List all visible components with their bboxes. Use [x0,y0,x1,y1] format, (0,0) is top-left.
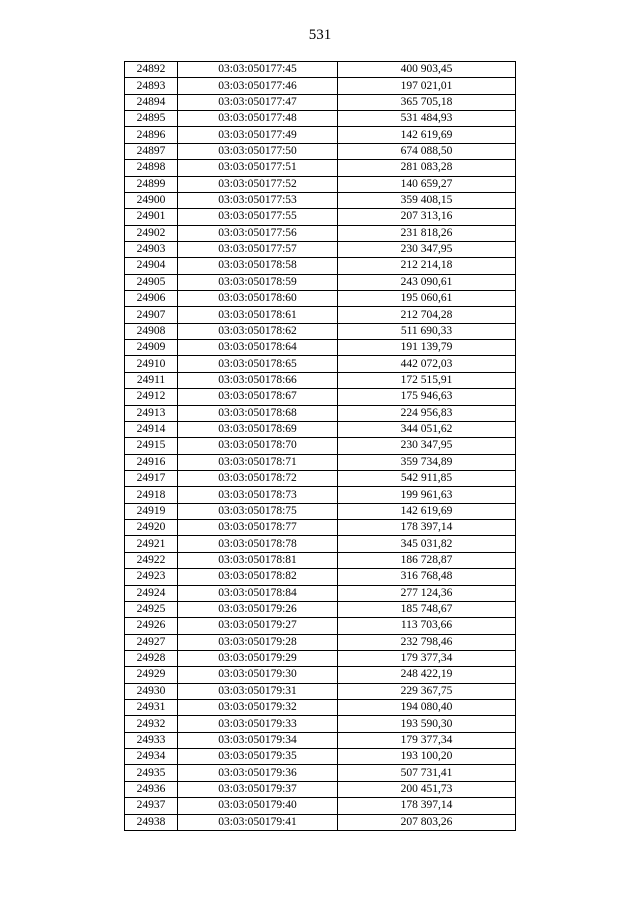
cadastral-value-cell: 229 367,75 [338,683,516,699]
cadastral-value-cell: 193 590,30 [338,716,516,732]
cadastral-value-cell: 194 080,40 [338,700,516,716]
table-row [125,716,516,732]
table-row [125,209,516,225]
row-number-cell: 24933 [125,732,178,748]
cadastral-number-cell: 03:03:050177:57 [178,241,338,257]
cadastral-number-cell: 03:03:050177:56 [178,225,338,241]
cadastral-value-cell: 195 060,61 [338,291,516,307]
row-number-cell: 24900 [125,192,178,208]
row-number-cell: 24896 [125,127,178,143]
row-number-cell: 24936 [125,781,178,797]
row-number-cell: 24923 [125,569,178,585]
table-body [125,62,516,831]
cadastral-number-cell: 03:03:050178:62 [178,323,338,339]
row-number-cell: 24930 [125,683,178,699]
cadastral-value-cell: 230 347,95 [338,241,516,257]
table-row [125,160,516,176]
row-number-cell: 24907 [125,307,178,323]
cadastral-value-cell: 186 728,87 [338,552,516,568]
table-row [125,683,516,699]
cadastral-number-cell: 03:03:050177:55 [178,209,338,225]
cadastral-number-cell: 03:03:050179:37 [178,781,338,797]
table-row [125,405,516,421]
row-number-cell: 24927 [125,634,178,650]
row-number-cell: 24928 [125,650,178,666]
cadastral-number-cell: 03:03:050177:47 [178,94,338,110]
table-row [125,176,516,192]
row-number-cell: 24921 [125,536,178,552]
cadastral-number-cell: 03:03:050178:81 [178,552,338,568]
table-row [125,192,516,208]
cadastral-number-cell: 03:03:050179:35 [178,749,338,765]
cadastral-value-cell: 185 748,67 [338,601,516,617]
cadastral-number-cell: 03:03:050179:27 [178,618,338,634]
cadastral-value-cell: 212 704,28 [338,307,516,323]
row-number-cell: 24919 [125,503,178,519]
row-number-cell: 24938 [125,814,178,830]
cadastral-number-cell: 03:03:050177:49 [178,127,338,143]
row-number-cell: 24929 [125,667,178,683]
cadastral-number-cell: 03:03:050177:52 [178,176,338,192]
row-number-cell: 24912 [125,389,178,405]
cadastral-value-cell: 200 451,73 [338,781,516,797]
table-row [125,798,516,814]
cadastral-number-cell: 03:03:050178:64 [178,340,338,356]
cadastral-number-cell: 03:03:050178:73 [178,487,338,503]
row-number-cell: 24898 [125,160,178,176]
table-row [125,323,516,339]
cadastral-value-cell: 359 408,15 [338,192,516,208]
cadastral-value-cell: 207 313,16 [338,209,516,225]
cadastral-number-cell: 03:03:050179:33 [178,716,338,732]
row-number-cell: 24899 [125,176,178,192]
cadastral-value-cell: 531 484,93 [338,111,516,127]
table-row [125,470,516,486]
table-row [125,143,516,159]
cadastral-value-cell: 178 397,14 [338,798,516,814]
table-row [125,372,516,388]
table-row [125,667,516,683]
table-row [125,274,516,290]
cadastral-number-cell: 03:03:050177:53 [178,192,338,208]
cadastral-number-cell: 03:03:050179:29 [178,650,338,666]
row-number-cell: 24916 [125,454,178,470]
cadastral-number-cell: 03:03:050178:67 [178,389,338,405]
table-row [125,307,516,323]
table-row [125,340,516,356]
cadastral-number-cell: 03:03:050178:71 [178,454,338,470]
row-number-cell: 24897 [125,143,178,159]
table-row [125,700,516,716]
row-number-cell: 24903 [125,241,178,257]
table-row [125,421,516,437]
cadastral-number-cell: 03:03:050178:66 [178,372,338,388]
cadastral-value-cell: 359 734,89 [338,454,516,470]
cadastral-number-cell: 03:03:050179:30 [178,667,338,683]
cadastral-value-cell: 248 422,19 [338,667,516,683]
table-row [125,62,516,78]
cadastral-number-cell: 03:03:050179:28 [178,634,338,650]
row-number-cell: 24901 [125,209,178,225]
row-number-cell: 24905 [125,274,178,290]
cadastral-number-cell: 03:03:050178:82 [178,569,338,585]
cadastral-number-cell: 03:03:050179:41 [178,814,338,830]
cadastral-value-cell: 175 946,63 [338,389,516,405]
cadastral-number-cell: 03:03:050178:75 [178,503,338,519]
table-row [125,291,516,307]
cadastral-number-cell: 03:03:050179:32 [178,700,338,716]
cadastral-value-cell: 179 377,34 [338,650,516,666]
cadastral-number-cell: 03:03:050178:65 [178,356,338,372]
cadastral-value-cell: 113 703,66 [338,618,516,634]
cadastral-number-cell: 03:03:050178:60 [178,291,338,307]
cadastral-number-cell: 03:03:050178:84 [178,585,338,601]
cadastral-value-cell: 207 803,26 [338,814,516,830]
table-row [125,111,516,127]
table-row [125,520,516,536]
cadastral-value-cell: 277 124,36 [338,585,516,601]
cadastral-value-cell: 365 705,18 [338,94,516,110]
row-number-cell: 24922 [125,552,178,568]
table-row [125,749,516,765]
cadastral-value-cell: 231 818,26 [338,225,516,241]
table-row [125,781,516,797]
cadastral-value-cell: 212 214,18 [338,258,516,274]
row-number-cell: 24902 [125,225,178,241]
row-number-cell: 24917 [125,470,178,486]
cadastral-number-cell: 03:03:050177:45 [178,62,338,78]
cadastral-value-cell: 345 031,82 [338,536,516,552]
cadastral-number-cell: 03:03:050177:50 [178,143,338,159]
table-row [125,94,516,110]
table-row [125,569,516,585]
row-number-cell: 24911 [125,372,178,388]
row-number-cell: 24906 [125,291,178,307]
cadastral-number-cell: 03:03:050178:68 [178,405,338,421]
cadastral-value-cell: 142 619,69 [338,503,516,519]
row-number-cell: 24918 [125,487,178,503]
cadastral-number-cell: 03:03:050178:70 [178,438,338,454]
cadastral-number-cell: 03:03:050178:78 [178,536,338,552]
cadastral-number-cell: 03:03:050179:34 [178,732,338,748]
cadastral-value-cell: 178 397,14 [338,520,516,536]
row-number-cell: 24904 [125,258,178,274]
row-number-cell: 24913 [125,405,178,421]
table-row [125,503,516,519]
row-number-cell: 24895 [125,111,178,127]
row-number-cell: 24909 [125,340,178,356]
cadastral-value-cell: 199 961,63 [338,487,516,503]
row-number-cell: 24937 [125,798,178,814]
table-row [125,601,516,617]
cadastral-number-cell: 03:03:050177:46 [178,78,338,94]
cadastral-value-cell: 400 903,45 [338,62,516,78]
cadastral-number-cell: 03:03:050178:59 [178,274,338,290]
table-row [125,225,516,241]
row-number-cell: 24935 [125,765,178,781]
cadastral-value-cell: 140 659,27 [338,176,516,192]
table-row [125,814,516,830]
cadastral-value-cell: 511 690,33 [338,323,516,339]
row-number-cell: 24931 [125,700,178,716]
table-row [125,438,516,454]
table-row [125,552,516,568]
cadastral-value-cell: 442 072,03 [338,356,516,372]
cadastral-value-cell: 193 100,20 [338,749,516,765]
cadastral-value-cell: 230 347,95 [338,438,516,454]
table-row [125,127,516,143]
table-row [125,356,516,372]
cadastral-value-cell: 232 798,46 [338,634,516,650]
row-number-cell: 24924 [125,585,178,601]
row-number-cell: 24932 [125,716,178,732]
cadastral-number-cell: 03:03:050178:58 [178,258,338,274]
row-number-cell: 24892 [125,62,178,78]
cadastral-value-cell: 674 088,50 [338,143,516,159]
table-row [125,765,516,781]
table-row [125,258,516,274]
page-number: 531 [308,27,332,43]
cadastral-value-cell: 191 139,79 [338,340,516,356]
row-number-cell: 24934 [125,749,178,765]
cadastral-value-cell: 179 377,34 [338,732,516,748]
table-row [125,650,516,666]
cadastral-number-cell: 03:03:050177:48 [178,111,338,127]
table-row [125,585,516,601]
cadastral-number-cell: 03:03:050178:69 [178,421,338,437]
table-row [125,389,516,405]
row-number-cell: 24926 [125,618,178,634]
cadastral-value-cell: 542 911,85 [338,470,516,486]
cadastral-value-table [124,61,516,831]
table-row [125,454,516,470]
cadastral-number-cell: 03:03:050179:26 [178,601,338,617]
table-row [125,634,516,650]
row-number-cell: 24915 [125,438,178,454]
cadastral-number-cell: 03:03:050178:61 [178,307,338,323]
table-row [125,78,516,94]
cadastral-value-cell: 197 021,01 [338,78,516,94]
cadastral-value-cell: 224 956,83 [338,405,516,421]
cadastral-number-cell: 03:03:050179:36 [178,765,338,781]
row-number-cell: 24914 [125,421,178,437]
cadastral-number-cell: 03:03:050179:40 [178,798,338,814]
table-row [125,241,516,257]
cadastral-number-cell: 03:03:050178:72 [178,470,338,486]
row-number-cell: 24920 [125,520,178,536]
cadastral-number-cell: 03:03:050178:77 [178,520,338,536]
table-row [125,536,516,552]
table-row [125,487,516,503]
cadastral-value-cell: 507 731,41 [338,765,516,781]
row-number-cell: 24894 [125,94,178,110]
cadastral-value-cell: 281 083,28 [338,160,516,176]
cadastral-value-cell: 344 051,62 [338,421,516,437]
cadastral-number-cell: 03:03:050177:51 [178,160,338,176]
cadastral-value-cell: 243 090,61 [338,274,516,290]
cadastral-value-cell: 316 768,48 [338,569,516,585]
cadastral-number-cell: 03:03:050179:31 [178,683,338,699]
row-number-cell: 24908 [125,323,178,339]
table-row [125,618,516,634]
table-row [125,732,516,748]
row-number-cell: 24925 [125,601,178,617]
cadastral-value-cell: 172 515,91 [338,372,516,388]
row-number-cell: 24893 [125,78,178,94]
row-number-cell: 24910 [125,356,178,372]
cadastral-value-cell: 142 619,69 [338,127,516,143]
